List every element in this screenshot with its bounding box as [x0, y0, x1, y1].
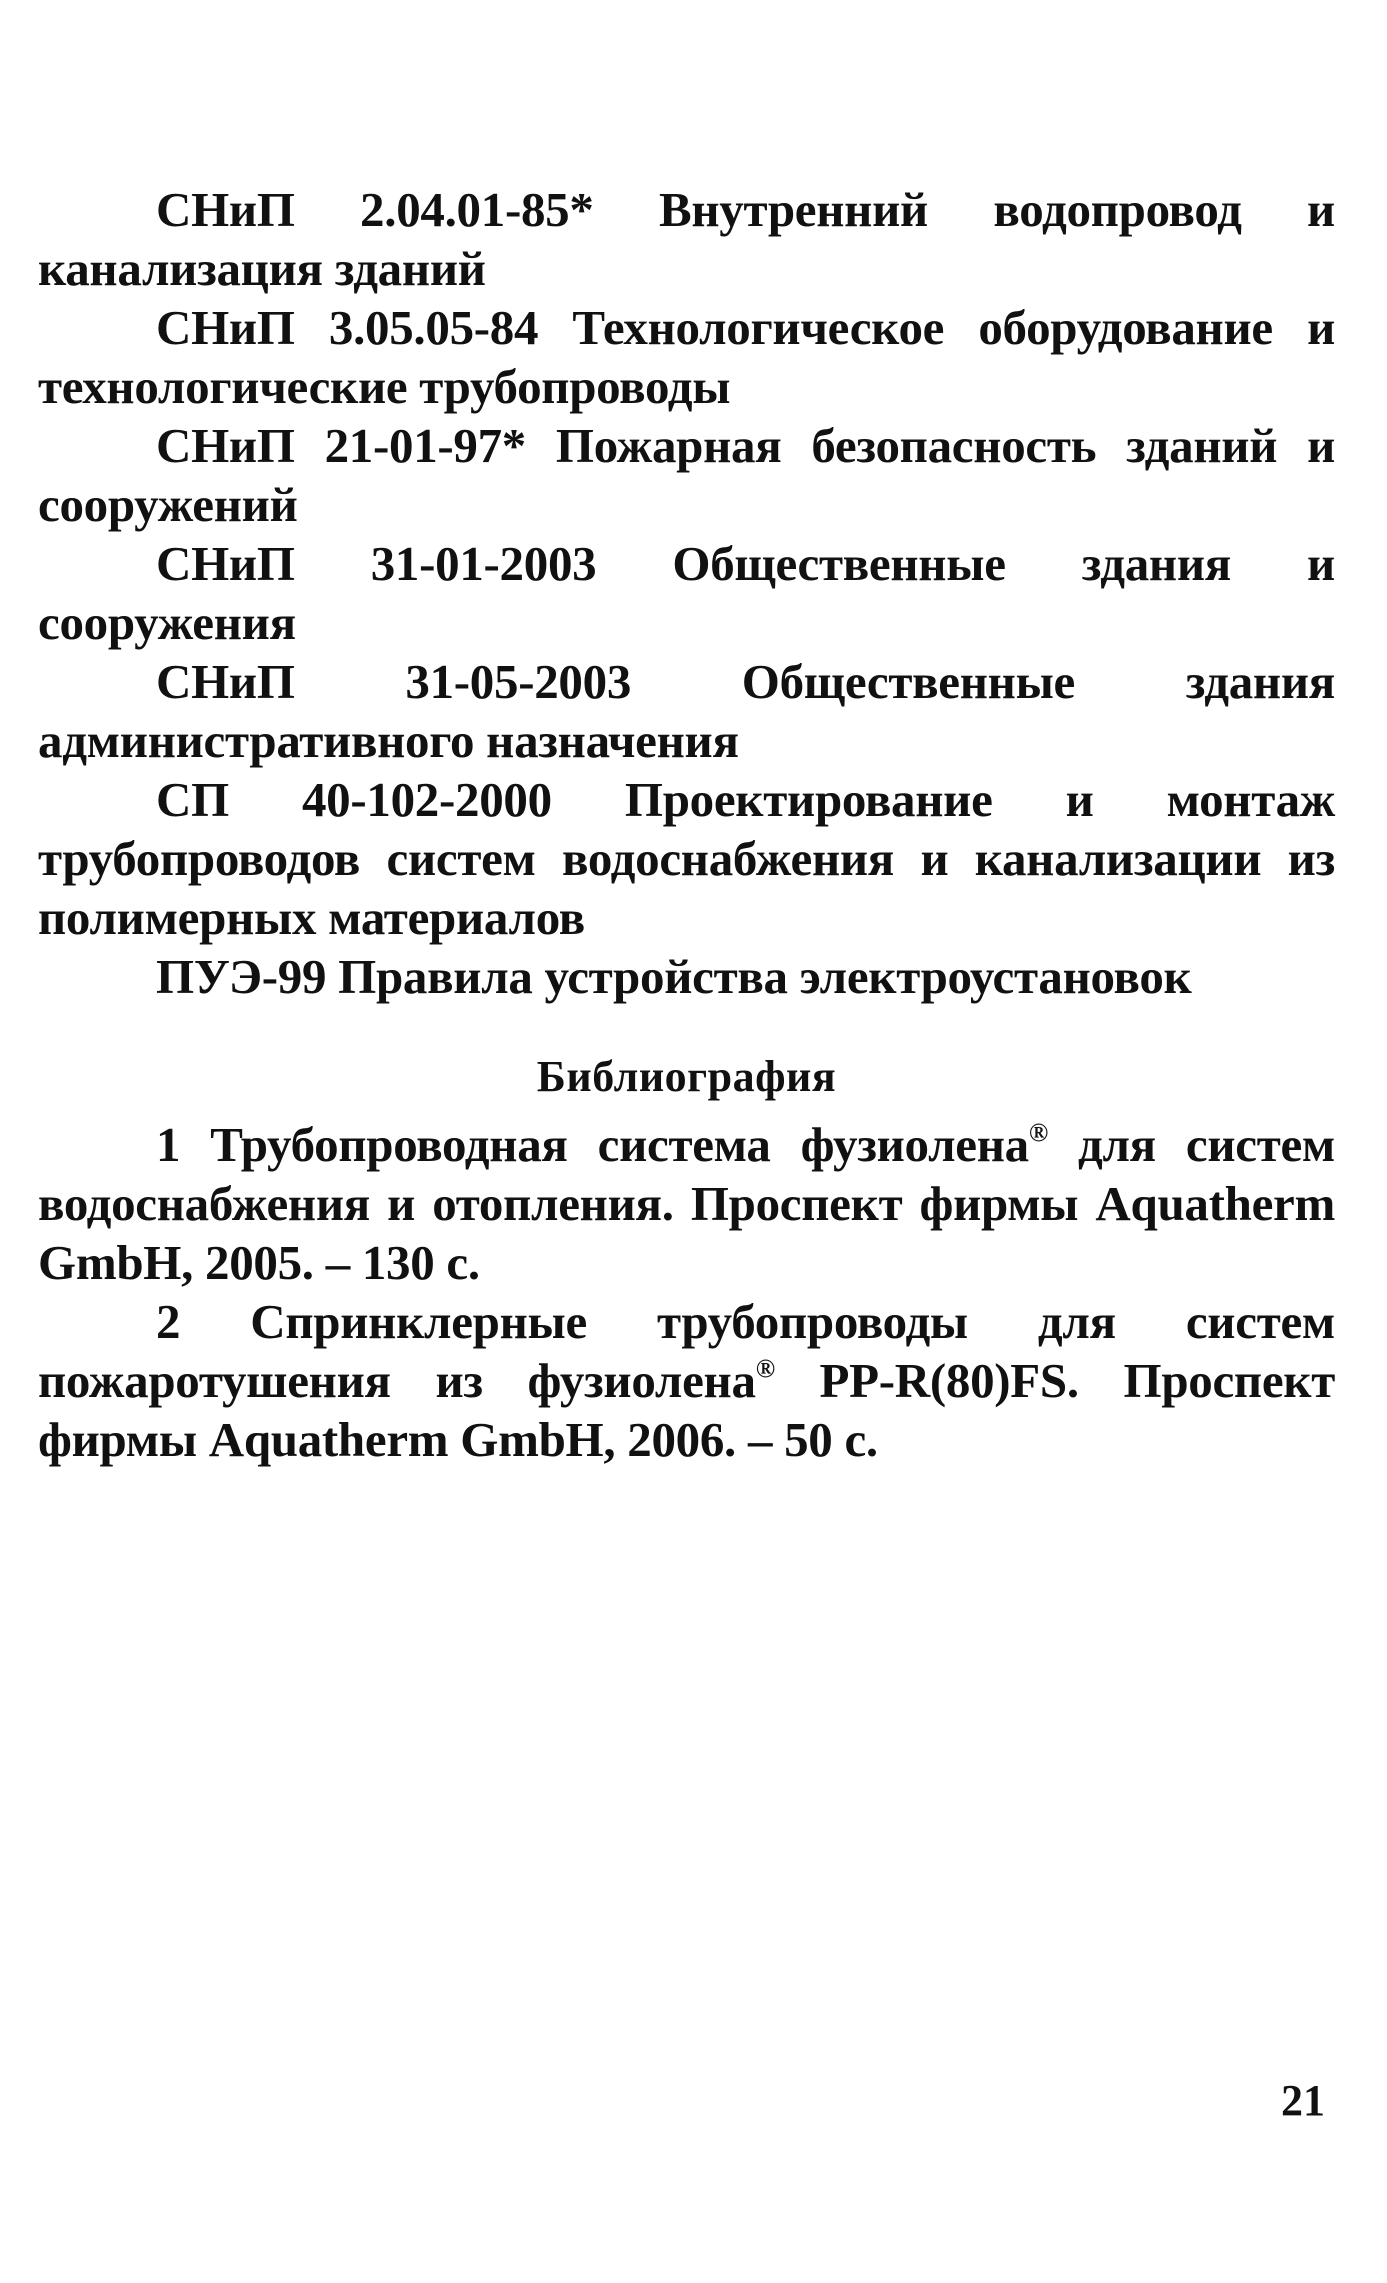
registered-mark: ®	[755, 1354, 775, 1383]
bibliography-item-text: 2 Спринклерные трубопроводы для систем пожаротушения из фузиолена	[38, 1294, 1335, 1408]
registered-mark: ®	[1028, 1118, 1048, 1147]
norm-item: СНиП 2.04.01-85* Внутренний водопровод и канализация зданий	[38, 182, 1335, 296]
norm-item: СНиП 31-05-2003 Общественные здания административного назначения	[38, 654, 1335, 768]
norm-item: СНиП 3.05.05-84 Технологическое оборудование и технологические трубопроводы	[38, 300, 1335, 414]
bibliography-item-text: PP-R(80)FS. Проспект фирмы Aquatherm GmbH, 2006. – 50 с.	[38, 1353, 1336, 1467]
norm-item: СНиП 21-01-97* Пожарная безопасность зданий и сооружений	[38, 418, 1335, 532]
page-content	[38, 180, 1335, 1469]
bibliography-list	[38, 1115, 1335, 1469]
norm-item: СНиП 31-01-2003 Общественные здания и сооружения	[38, 536, 1335, 650]
bibliography-item-text: для систем водоснабжения и отопления. Проспект фирмы Aquatherm GmbH, 2005. – 130 с.	[38, 1117, 1335, 1290]
norm-item: СП 40-102-2000 Проектирование и монтаж трубопроводов систем водоснабжения и канализации из полимерных материалов	[38, 772, 1335, 945]
bibliography-title: Библиография	[536, 1052, 837, 1101]
norm-item: ПУЭ-99 Правила устройства электроустановок	[156, 949, 1192, 1004]
bibliography-item	[38, 1292, 1335, 1469]
norms-list	[38, 180, 1335, 1006]
page-number: 21	[1281, 2076, 1325, 2125]
bibliography-item-text: 1 Трубопроводная система фузиолена	[156, 1117, 1029, 1172]
bibliography-item	[38, 1115, 1335, 1292]
